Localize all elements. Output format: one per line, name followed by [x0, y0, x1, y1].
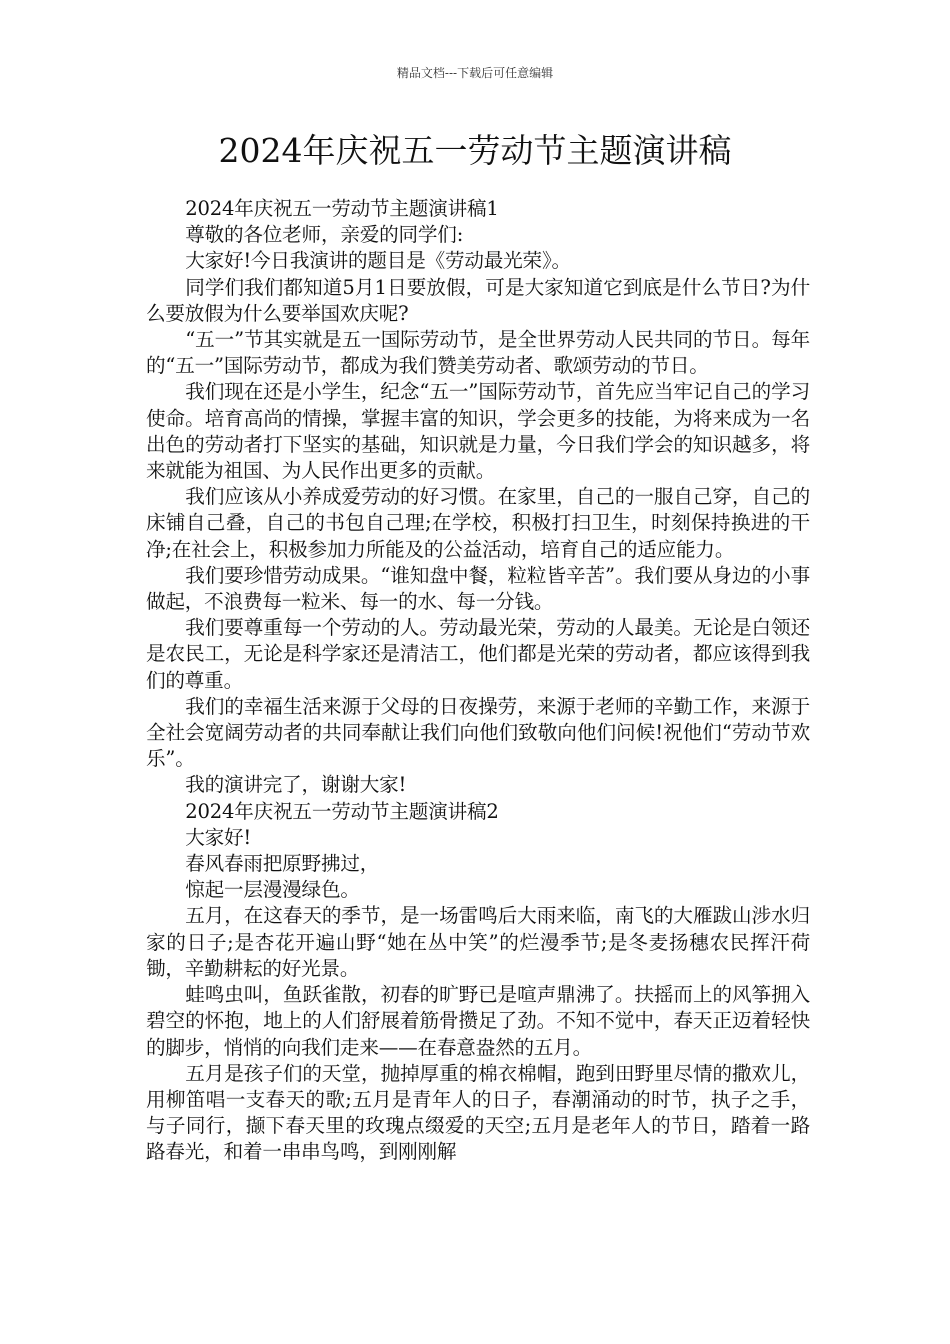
- paragraph: 我们的幸福生活来源于父母的日夜操劳，来源于老师的辛勤工作，来源于全社会宽阔劳动者的共同奉献让我们向他们致敬向他们问候!祝他们“劳动节欢乐”。: [146, 694, 810, 771]
- paragraph: 大家好!今日我演讲的题目是《劳动最光荣》。: [185, 249, 571, 273]
- document-body: [146, 196, 810, 1166]
- paragraph: 同学们我们都知道5月1日要放假，可是大家知道它到底是什么节日?为什么要放假为什么要举国欢庆呢?: [146, 275, 810, 325]
- paragraph: 惊起一层漫漫绿色。: [185, 878, 360, 902]
- paragraph: 蛙鸣虫叫，鱼跃雀散，初春的旷野已是喧声鼎沸了。扶摇而上的风筝拥入碧空的怀抱，地上的人们舒展着筋骨攒足了劲。不知不觉中，春天正迈着轻快的脚步，悄悄的向我们走来——在春意盎然的五月。: [146, 983, 810, 1059]
- paragraph: 我的演讲完了，谢谢大家!: [185, 773, 407, 797]
- paragraph: 春风春雨把原野拂过，: [185, 852, 380, 876]
- paragraph: 我们现在还是小学生，纪念“五一”国际劳动节，首先应当牢记自己的学习使命。培育高尚的情操，掌握丰富的知识，学会更多的技能，为将来成为一名出色的劳动者打下坚实的基础，知识就是力量，今日我们学会的知识越多，将来就能为祖国、为人民作出更多的贡献。: [146, 380, 810, 483]
- paragraph: 我们应该从小养成爱劳动的好习惯。在家里，自己的一服自己穿，自己的床铺自己叠，自己的书包自己理;在学校，积极打扫卫生，时刻保持换进的干净;在社会上，积极参加力所能及的公益活动，培育自己的适应能力。: [146, 485, 810, 561]
- paragraph: 尊敬的各位老师，亲爱的同学们:: [185, 223, 464, 247]
- header-note: 精品文档---下载后可任意编辑: [396, 66, 554, 80]
- paragraph: 五月是孩子们的天堂，抛掉厚重的棉衣棉帽，跑到田野里尽情的撒欢儿，用柳笛唱一支春天的歌;五月是青年人的日子，春潮涌动的时节，执子之手，与子同行，撷下春天里的玫瑰点缀爱的天空;五月是老年人的节日，踏着一路路春光，和着一串串鸟鸣，到刚刚解: [146, 1061, 810, 1164]
- paragraph: 大家好!: [185, 825, 252, 849]
- paragraph: 2024年庆祝五一劳动节主题演讲稿2: [185, 799, 499, 823]
- document-title: 2024年庆祝五一劳动节主题演讲稿: [218, 131, 732, 170]
- paragraph: “五一”节其实就是五一国际劳动节，是全世界劳动人民共同的节日。每年的“五一”国际劳动节，都成为我们赞美劳动者、歌颂劳动的节日。: [146, 328, 810, 378]
- paragraph: 五月，在这春天的季节，是一场雷鸣后大雨来临，南飞的大雁跋山涉水归家的日子;是杏花开遍山野“她在丛中笑”的烂漫季节;是冬麦扬穗农民挥汗荷锄，辛勤耕耘的好光景。: [146, 904, 810, 980]
- paragraph: 我们要珍惜劳动成果。“谁知盘中餐，粒粒皆辛苦”。我们要从身边的小事做起，不浪费每一粒米、每一的水、每一分钱。: [146, 563, 810, 614]
- paragraph: 我们要尊重每一个劳动的人。劳动最光荣，劳动的人最美。无论是白领还是农民工，无论是科学家还是清洁工，他们都是光荣的劳动者，都应该得到我们的尊重。: [146, 616, 810, 692]
- paragraph: 2024年庆祝五一劳动节主题演讲稿1: [185, 197, 499, 220]
